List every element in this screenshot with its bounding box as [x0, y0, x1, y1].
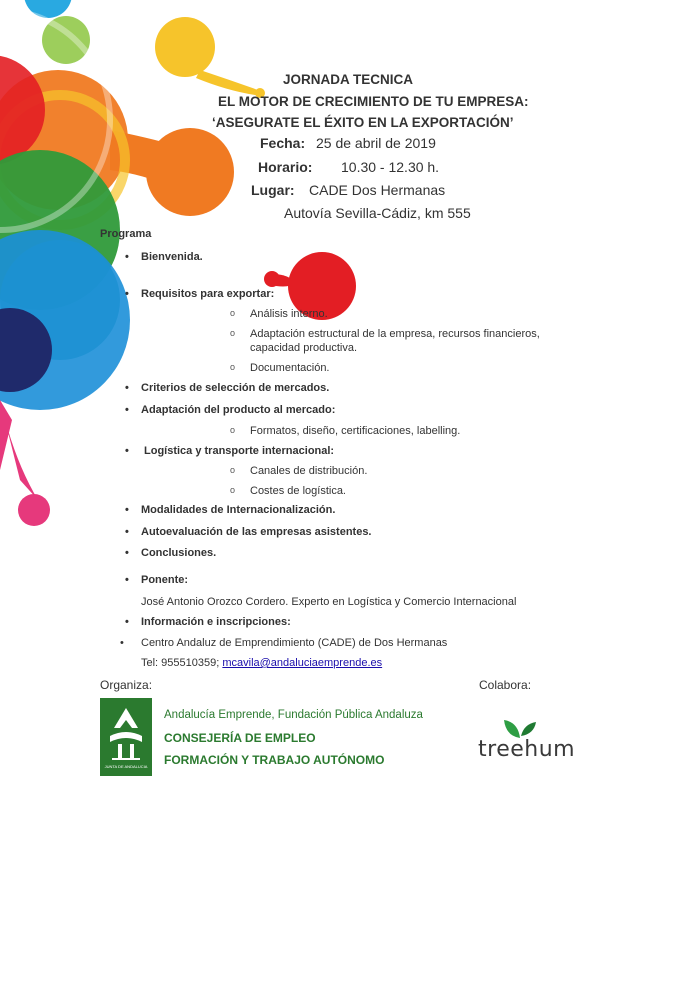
lugar-address: Autovía Sevilla-Cádiz, km 555: [284, 205, 471, 221]
ponente-text: José Antonio Orozco Cordero. Experto en Logística y Comercio Internacional: [141, 596, 517, 608]
info-tel: Tel: 955510359;: [141, 657, 223, 669]
lugar-label: Lugar:: [251, 182, 295, 198]
subitem-canales: o Canales de distribución.: [230, 465, 368, 477]
subitem-analisis: o Análisis interno.: [230, 308, 328, 320]
email-link[interactable]: mcavila@andaluciaemprende.es: [222, 657, 383, 669]
subitem-documentacion: o Documentación.: [230, 362, 330, 374]
title-line-3: ‘ASEGURATE EL ÉXITO EN LA EXPORTACIÓN’: [212, 115, 514, 130]
program-item-bienvenida: • Bienvenida.: [125, 251, 203, 263]
ponente-label: • Ponente:: [125, 574, 189, 586]
magenta-strip: [0, 400, 12, 470]
program-item-logistica: • Logística y transporte internacional:: [125, 445, 335, 457]
org-line-3: FORMACIÓN Y TRABAJO AUTÓNOMO: [164, 753, 385, 767]
title-line-1: JORNADA TECNICA: [282, 72, 413, 87]
yellow-bubble: [155, 17, 215, 77]
subitem-costes: o Costes de logística.: [230, 485, 346, 497]
junta-andalucia-logo: [100, 698, 152, 776]
horario-label: Horario:: [258, 159, 313, 175]
info-contact: [141, 657, 382, 669]
junta-text: JUNTA DE ANDALUCIA: [104, 764, 148, 769]
program-item-requisitos: • Requisitos para exportar:: [125, 288, 275, 300]
program-item-criterios: • Criterios de selección de mercados.: [125, 382, 330, 394]
subitem-adaptacion-cont: capacidad productiva.: [250, 342, 358, 354]
subitem-adaptacion: o Adaptación estructural de la empresa, recursos financieros,: [230, 328, 540, 340]
program-item-adaptacion-producto: • Adaptación del producto al mercado:: [125, 404, 336, 416]
treehum-logo-text: treehum: [478, 737, 576, 762]
org-line-2: CONSEJERÍA DE EMPLEO: [164, 731, 316, 745]
program-item-conclusiones: • Conclusiones.: [125, 547, 217, 559]
colabora-label: Colabora:: [479, 678, 532, 692]
red-drop-small: [264, 271, 280, 287]
subitem-formatos: o Formatos, diseño, certificaciones, labelling.: [230, 425, 461, 437]
horario-value: 10.30 - 12.30 h.: [341, 159, 440, 175]
info-center: • Centro Andaluz de Emprendimiento (CADE) de Dos Hermanas: [120, 637, 448, 649]
program-item-autoevaluacion: • Autoevaluación de las empresas asistentes.: [125, 526, 372, 538]
program-item-modalidades: • Modalidades de Internacionalización.: [125, 504, 336, 516]
info-label: • Información e inscripciones:: [125, 616, 291, 628]
lugar-value: CADE Dos Hermanas: [309, 182, 446, 198]
organiza-label: Organiza:: [100, 678, 153, 692]
org-line-1: Andalucía Emprende, Fundación Pública Andaluza: [164, 709, 423, 721]
title-line-2: EL MOTOR DE CRECIMIENTO DE TU EMPRESA:: [218, 94, 529, 109]
magenta-drop: [18, 494, 50, 526]
programa-heading: Programa: [100, 228, 152, 240]
orange-drop: [146, 128, 234, 216]
fecha-label: Fecha:: [260, 135, 306, 151]
fecha-value: 25 de abril de 2019: [316, 135, 436, 151]
